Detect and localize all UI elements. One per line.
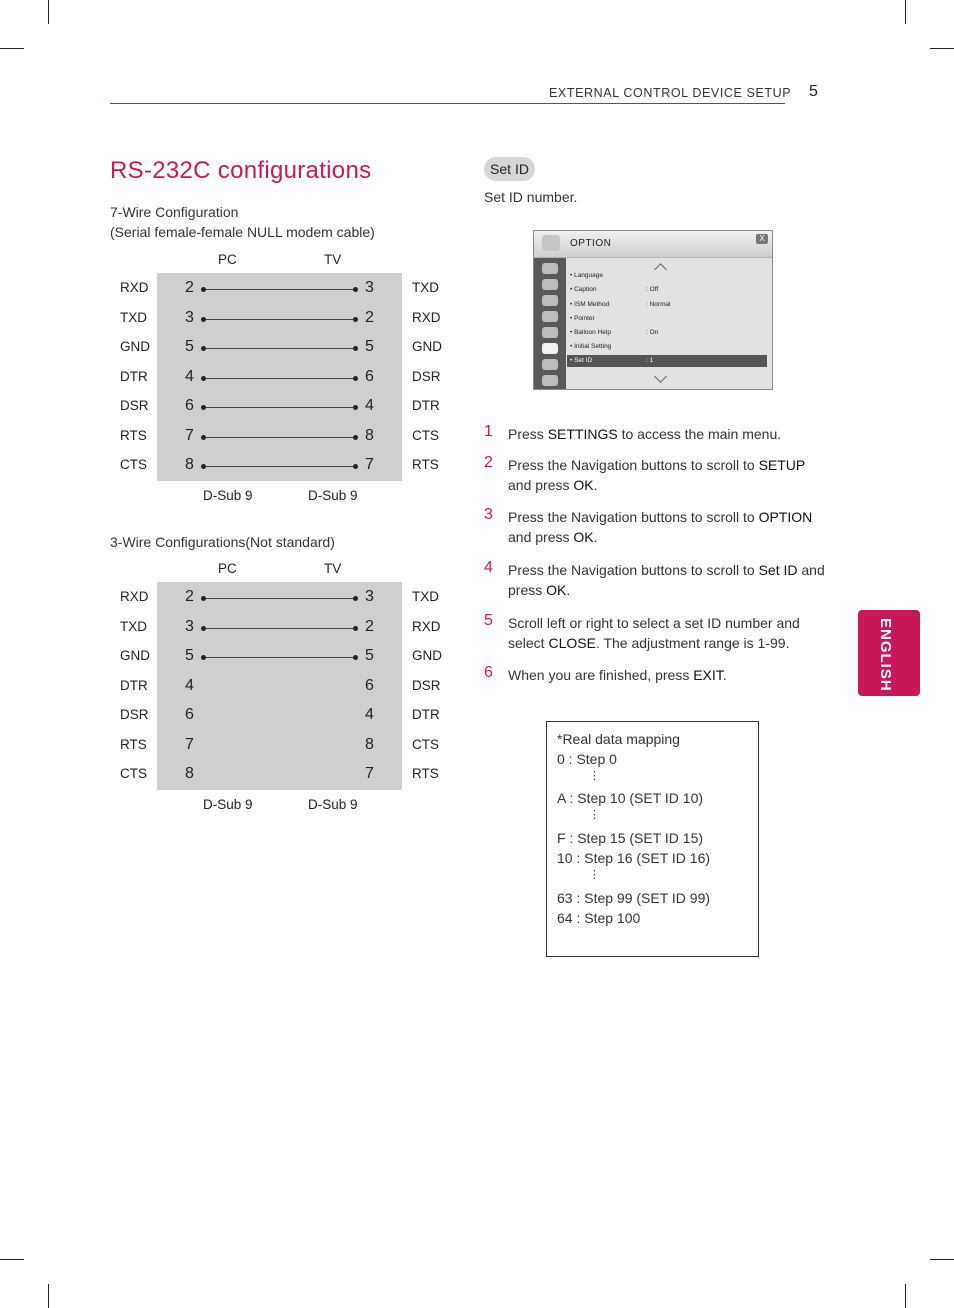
tv-pin-number: 8: [365, 735, 374, 753]
wire: [204, 466, 355, 467]
vertical-ellipsis: ⋮: [589, 809, 600, 821]
pc-pin-number: 3: [185, 308, 194, 326]
pin-dot: [353, 317, 358, 322]
option-item-value: : Normal: [646, 301, 671, 308]
wire: [204, 437, 355, 438]
pin-dot: [353, 287, 358, 292]
pin-dot: [201, 626, 206, 631]
pc-signal-label: RXD: [120, 589, 149, 604]
crop-mark: [0, 48, 24, 49]
vertical-ellipsis: ⋮: [589, 869, 600, 881]
option-item-label: • Caption: [570, 286, 597, 293]
pin-dot: [201, 655, 206, 660]
tv-pin-number: 3: [365, 588, 374, 605]
tv-signal-label: RXD: [412, 309, 441, 325]
pc-signal-label: CTS: [120, 457, 147, 472]
step-number: 1: [484, 423, 493, 440]
pc-pin-number: 6: [185, 706, 194, 723]
pc-signal-label: DSR: [120, 398, 149, 413]
three-wire-diagram: [110, 561, 450, 811]
tv-signal-label: RTS: [412, 457, 439, 472]
pc-column-label: PC: [218, 561, 237, 576]
mapping-line: 64 : Step 100: [557, 910, 641, 926]
pc-pin-number: 3: [185, 617, 194, 635]
pc-pin-number: 5: [185, 647, 194, 664]
tv-signal-label: DSR: [412, 677, 441, 693]
sound-icon: [542, 279, 558, 290]
step-text: [508, 424, 828, 444]
tv-signal-label: GND: [412, 648, 442, 663]
step-keyword: OK: [573, 529, 594, 545]
step-text-fragment: and press: [508, 477, 574, 493]
right-connector-label: D-Sub 9: [308, 797, 358, 812]
option-menu-screenshot: [533, 230, 773, 390]
pin-dot: [201, 405, 206, 410]
pc-pin-number: 8: [185, 456, 194, 473]
step-keyword: Set ID: [758, 562, 798, 578]
crop-mark: [930, 1259, 954, 1260]
step-keyword: SETUP: [758, 457, 806, 473]
pc-pin-number: 4: [185, 367, 194, 385]
option-menu-header: [534, 231, 772, 258]
crop-mark: [0, 1259, 24, 1260]
option-item-label: • Balloon Help: [570, 329, 611, 336]
step-text-fragment: Press: [508, 426, 548, 442]
tv-pin-number: 2: [365, 308, 374, 326]
pc-pin-number: 4: [185, 676, 194, 694]
step-keyword: OK: [573, 477, 594, 493]
pin-dot: [353, 376, 358, 381]
step-text-fragment: . The adjustment range is 1-99.: [595, 635, 790, 651]
mapping-line: 10 : Step 16 (SET ID 16): [557, 850, 711, 866]
right-connector-label: D-Sub 9: [308, 488, 358, 503]
option-item-value: : Off: [646, 286, 659, 293]
option-menu-item: [570, 272, 603, 279]
selected-row-highlight: [567, 355, 767, 367]
header-rule: [110, 103, 785, 104]
tv-signal-label: DSR: [412, 368, 441, 384]
pc-pin-number: 2: [185, 279, 194, 296]
settings-icon: [542, 235, 560, 251]
pc-signal-label: DTR: [120, 368, 148, 384]
language-tab: [858, 610, 920, 696]
mapping-line: F : Step 15 (SET ID 15): [557, 830, 704, 846]
step-text-fragment: Press the Navigation buttons to scroll to: [508, 509, 759, 525]
step-text-fragment: .: [722, 667, 727, 683]
three-wire-caption: 3-Wire Configurations(Not standard): [110, 534, 335, 550]
wire: [204, 628, 355, 629]
crop-mark: [905, 0, 906, 24]
step-number: 3: [484, 506, 493, 523]
pc-signal-label: CTS: [120, 766, 147, 781]
option-menu-item: [570, 329, 659, 336]
data-mapping-box: [546, 721, 759, 957]
pin-dot: [353, 346, 358, 351]
step-text-fragment: Press the Navigation buttons to scroll to: [508, 562, 759, 578]
page-title: RS-232C configurations: [110, 157, 372, 184]
pin-dot: [201, 287, 206, 292]
tv-signal-label: RXD: [412, 618, 441, 634]
step-number: 4: [484, 559, 493, 576]
option-icon: [542, 343, 558, 354]
mapping-line: *Real data mapping: [557, 731, 680, 747]
lock-icon: [542, 327, 558, 338]
channel-icon: [542, 295, 558, 306]
pin-dot: [201, 435, 206, 440]
menu-category-sidebar: [534, 258, 566, 389]
pin-dot: [353, 596, 358, 601]
tv-signal-label: RTS: [412, 766, 439, 781]
step-text: [508, 560, 828, 600]
mapping-line: A : Step 10 (SET ID 10): [557, 790, 704, 806]
tv-pin-number: 7: [365, 456, 374, 473]
set-id-description: Set ID number.: [484, 189, 578, 205]
step-text-fragment: Scroll left or right to select a set ID number and select: [508, 615, 800, 651]
tv-pin-number: 6: [365, 676, 374, 694]
set-id-badge: Set ID: [484, 157, 535, 181]
step-text: [508, 613, 828, 653]
tv-pin-number: 6: [365, 367, 374, 385]
language-tab-label: ENGLISH: [877, 618, 894, 692]
tv-pin-number: 4: [365, 706, 374, 723]
picture-icon: [542, 263, 558, 274]
wire: [204, 289, 355, 290]
step-keyword: OK: [546, 582, 567, 598]
pin-dot: [201, 596, 206, 601]
option-item-label: • Pointer: [570, 315, 595, 322]
wire: [204, 598, 355, 599]
pc-signal-label: TXD: [120, 309, 147, 325]
tv-signal-label: CTS: [412, 736, 439, 752]
step-keyword: SETTINGS: [547, 426, 618, 442]
step-text-fragment: and press: [508, 562, 825, 598]
pin-dot: [201, 464, 206, 469]
tv-signal-label: GND: [412, 339, 442, 354]
step-text: [508, 507, 828, 547]
wire: [204, 319, 355, 320]
step-text: [508, 665, 828, 685]
seven-wire-diagram: [110, 252, 450, 502]
help-icon: [542, 375, 558, 386]
step-text-fragment: .: [566, 582, 571, 598]
pc-pin-number: 5: [185, 338, 194, 355]
crop-mark: [48, 1284, 49, 1308]
wire: [204, 348, 355, 349]
tv-signal-label: DTR: [412, 707, 440, 722]
tv-pin-number: 8: [365, 426, 374, 444]
step-text-fragment: When you are finished, press: [508, 667, 694, 683]
wire: [204, 378, 355, 379]
step-number: 6: [484, 664, 493, 681]
tv-signal-label: DTR: [412, 398, 440, 413]
vertical-ellipsis: ⋮: [589, 770, 600, 782]
left-connector-label: D-Sub 9: [203, 797, 253, 812]
step-text-fragment: .: [593, 529, 598, 545]
crop-mark: [48, 0, 49, 24]
wire: [204, 657, 355, 658]
seven-wire-caption: 7-Wire Configuration: [110, 204, 239, 220]
time-icon: [542, 311, 558, 322]
pin-dot: [201, 346, 206, 351]
pin-dot: [353, 626, 358, 631]
pc-pin-number: 6: [185, 397, 194, 414]
pin-dot: [353, 405, 358, 410]
option-menu-item: [570, 357, 654, 364]
tv-pin-number: 5: [365, 647, 374, 664]
pin-dot: [201, 317, 206, 322]
tv-signal-label: TXD: [412, 280, 439, 295]
pc-signal-label: DSR: [120, 707, 149, 722]
pc-signal-label: GND: [120, 648, 150, 663]
seven-wire-subcaption: (Serial female-female NULL modem cable): [110, 224, 375, 240]
crop-mark: [930, 48, 954, 49]
section-header: EXTERNAL CONTROL DEVICE SETUP: [549, 86, 792, 100]
tv-column-label: TV: [324, 252, 342, 267]
left-connector-label: D-Sub 9: [203, 488, 253, 503]
pc-signal-label: RXD: [120, 280, 149, 295]
pin-dot: [353, 435, 358, 440]
step-text-fragment: .: [593, 477, 598, 493]
step-number: 5: [484, 612, 493, 629]
option-menu-item: [570, 301, 671, 308]
option-item-label: • Language: [570, 272, 604, 279]
mapping-line: 0 : Step 0: [557, 751, 617, 767]
step-text: [508, 455, 828, 495]
option-item-value: : 1: [646, 357, 654, 364]
tv-pin-number: 5: [365, 338, 374, 355]
scroll-up-icon: [654, 263, 667, 276]
step-text-fragment: to access the main menu.: [617, 426, 782, 442]
pc-signal-label: DTR: [120, 677, 148, 693]
option-menu-title: OPTION: [570, 238, 612, 249]
tv-pin-number: 3: [365, 279, 374, 296]
close-icon: X: [756, 234, 768, 244]
step-keyword: EXIT: [693, 667, 723, 683]
option-menu-item: [570, 315, 595, 322]
pc-signal-label: RTS: [120, 736, 147, 752]
step-keyword: CLOSE: [548, 635, 596, 651]
page-number: 5: [809, 83, 818, 100]
crop-mark: [905, 1284, 906, 1308]
scroll-down-icon: [654, 370, 667, 383]
pin-dot: [353, 655, 358, 660]
step-keyword: OPTION: [758, 509, 813, 525]
tv-column-label: TV: [324, 561, 342, 576]
wire: [204, 407, 355, 408]
step-number: 2: [484, 454, 493, 471]
step-text-fragment: Press the Navigation buttons to scroll to: [508, 457, 759, 473]
step-text-fragment: and press: [508, 529, 574, 545]
pc-pin-number: 2: [185, 588, 194, 605]
pc-signal-label: GND: [120, 339, 150, 354]
tv-signal-label: TXD: [412, 589, 439, 604]
tv-pin-number: 2: [365, 617, 374, 635]
network-icon: [542, 359, 558, 370]
option-item-value: : On: [646, 329, 659, 336]
pc-signal-label: TXD: [120, 618, 147, 634]
pc-signal-label: RTS: [120, 427, 147, 443]
pin-dot: [353, 464, 358, 469]
pc-pin-number: 7: [185, 735, 194, 753]
option-menu-item: [570, 343, 611, 350]
option-item-label: • ISM Method: [570, 301, 610, 308]
tv-pin-number: 7: [365, 765, 374, 782]
pc-pin-number: 8: [185, 765, 194, 782]
tv-signal-label: CTS: [412, 427, 439, 443]
tv-pin-number: 4: [365, 397, 374, 414]
mapping-line: 63 : Step 99 (SET ID 99): [557, 890, 711, 906]
option-item-label: • Initial Setting: [570, 343, 612, 350]
option-menu-item: [570, 286, 659, 293]
option-item-label: • Set ID: [570, 357, 593, 364]
pc-pin-number: 7: [185, 426, 194, 444]
pin-dot: [201, 376, 206, 381]
pc-column-label: PC: [218, 252, 237, 267]
